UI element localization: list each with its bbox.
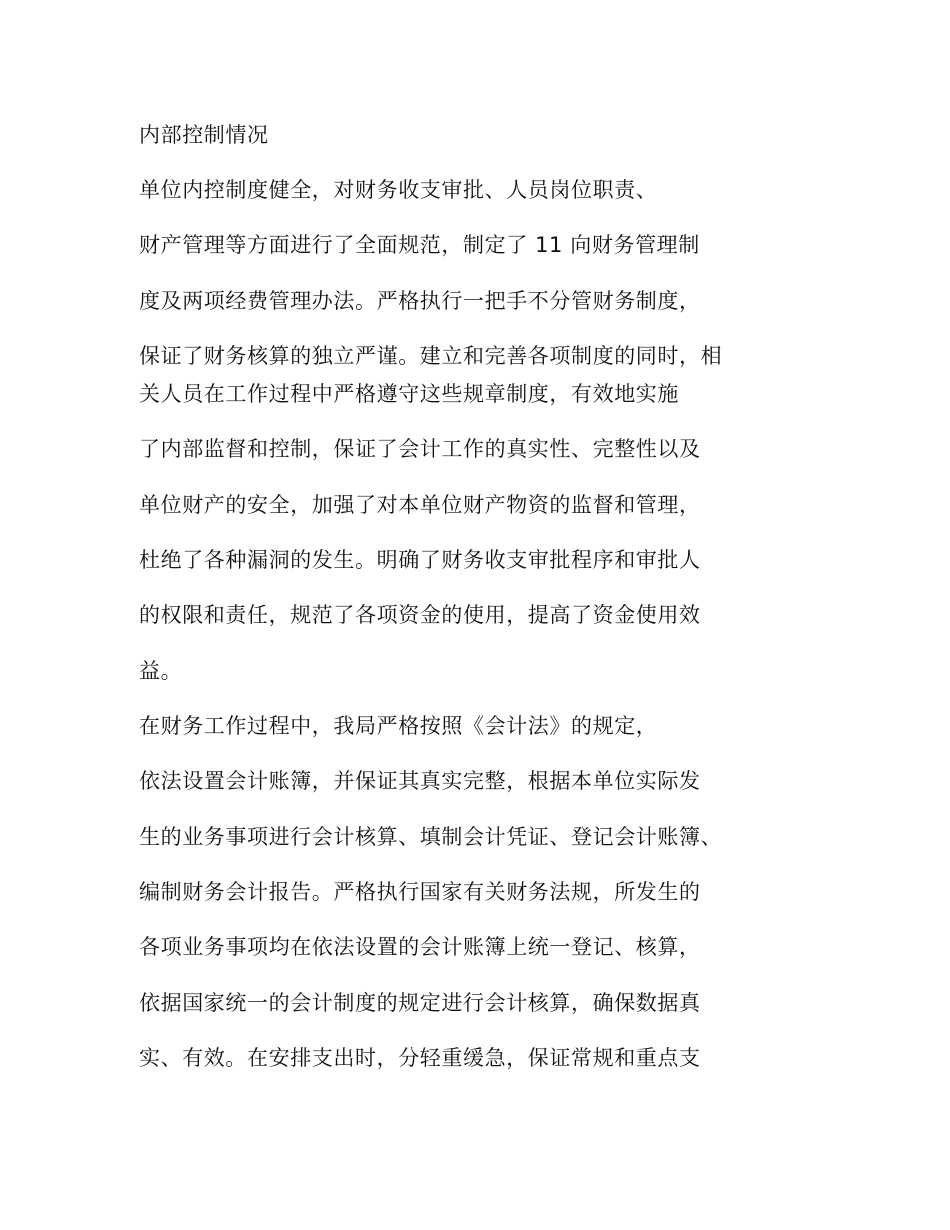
text-line-13: 生的业务事项进行会计核算、填制会计凭证、登记会计账簿、 (139, 825, 723, 849)
text-line-12: 依法设置会计账簿，并保证其真实完整，根据本单位实际发 (139, 769, 701, 793)
text-line-6: 了内部监督和控制，保证了会计工作的真实性、完整性以及 (139, 437, 701, 461)
text-line-4: 保证了财务核算的独立严谨。建立和完善各项制度的同时，相 (139, 344, 723, 368)
text-line-9: 的权限和责任，规范了各项资金的使用，提高了资金使用效 (139, 603, 701, 627)
text-line-8: 杜绝了各种漏洞的发生。明确了财务收支审批程序和审批人 (139, 548, 701, 572)
text-line-11: 在财务工作过程中，我局严格按照《会计法》的规定， (139, 714, 658, 738)
text-line-5: 关人员在工作过程中严格遵守这些规章制度，有效地实施 (139, 382, 679, 406)
text-line-16: 依据国家统一的会计制度的规定进行会计核算，确保数据真 (139, 991, 701, 1015)
text-line-15: 各项业务事项均在依法设置的会计账簿上统一登记、核算， (139, 935, 701, 959)
text-line-17: 实、有效。在安排支出时，分轻重缓急，保证常规和重点支 (139, 1046, 701, 1070)
heading: 内部控制情况 (139, 123, 269, 147)
text-line-3: 度及两项经费管理办法。严格执行一把手不分管财务制度， (139, 289, 701, 313)
text-line-14: 编制财务会计报告。严格执行国家有关财务法规，所发生的 (139, 880, 701, 904)
text-line-2: 财产管理等方面进行了全面规范，制定了 11 向财务管理制 (139, 233, 700, 257)
text-line-1: 单位内控制度健全，对财务收支审批、人员岗位职责、 (139, 178, 658, 202)
text-line-7: 单位财产的安全，加强了对本单位财产物资的监督和管理， (139, 493, 701, 517)
text-line-10: 益。 (139, 659, 183, 683)
